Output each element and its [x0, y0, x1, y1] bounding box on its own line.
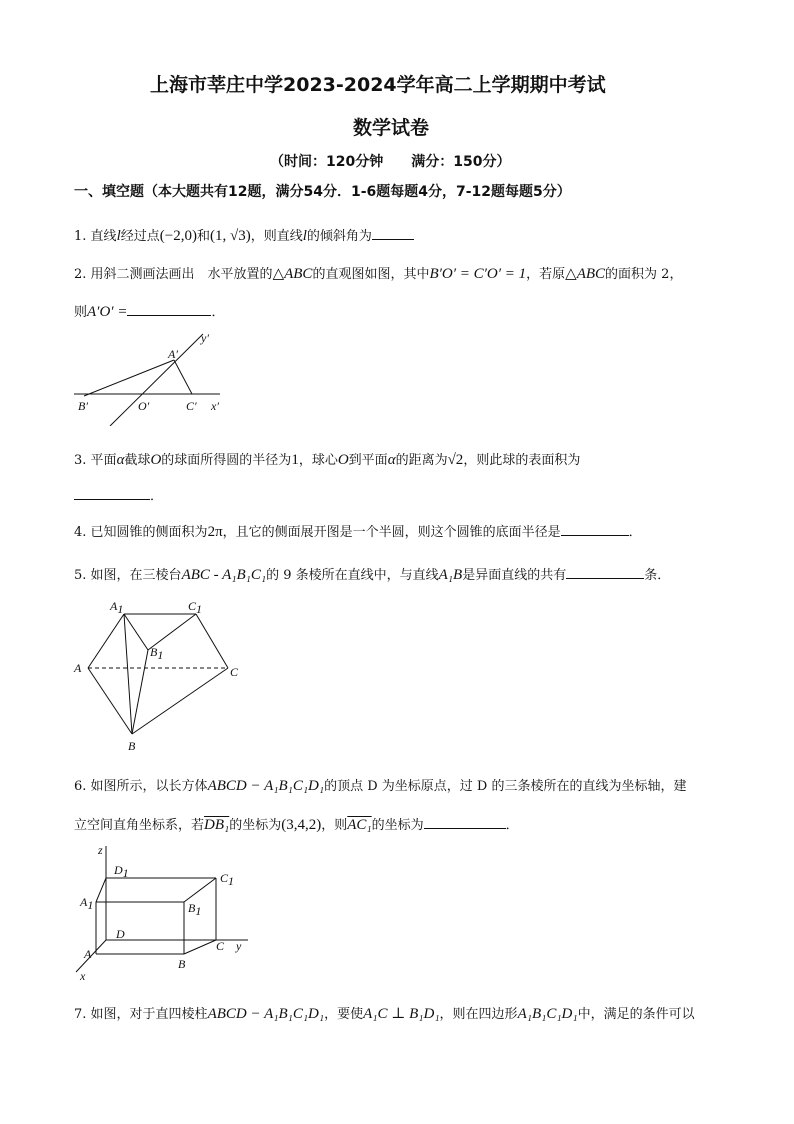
label-x: x: [80, 969, 86, 982]
label-B: B: [128, 739, 136, 753]
question-6-line2: 立空间直角坐标系，若DB₁的坐标为(3,4,2)，则AC₁的坐标为 ．: [74, 817, 519, 833]
label-A1: A1: [80, 895, 94, 912]
label-z: z: [98, 843, 103, 857]
label-D1: D1: [114, 863, 129, 880]
label-O: O′: [138, 399, 150, 413]
label-A: A′: [168, 347, 178, 361]
answer-blank[interactable]: [561, 522, 629, 536]
exam-subtitle: 数学试卷: [353, 117, 430, 139]
answer-blank[interactable]: [127, 302, 211, 316]
label-C: C′: [186, 399, 197, 413]
label-A: A: [84, 947, 92, 961]
figure-q2-oblique-triangle: [70, 330, 230, 426]
answer-blank[interactable]: [372, 226, 414, 240]
question-2: 2. 用斜二测画法画出 水平放置的△ABC的直观图如图，其中B′O′ = C′O′ = 1，若原△ABC的面积为 2，: [74, 266, 683, 282]
figure-q6-cuboid: [70, 842, 260, 982]
label-C: C: [216, 939, 225, 953]
label-y: y′: [201, 331, 209, 345]
label-B: B′: [78, 399, 88, 413]
label-A1: A1: [110, 599, 124, 616]
question-3-line2: ．: [74, 486, 163, 507]
label-x: x′: [211, 399, 219, 413]
label-C1: C1: [220, 871, 235, 888]
answer-blank[interactable]: [566, 565, 644, 579]
exam-title: 上海市莘庄中学2023-2024学年高二上学期期中考试: [150, 74, 606, 96]
question-3: 3. 平面α截球O的球面所得圆的半径为1，球心O到平面α的距离为√2，则此球的表面积为: [74, 452, 581, 468]
question-4: 4. 已知圆锥的侧面积为2π，且它的侧面展开图是一个半圆，则这个圆锥的底面半径是 ．: [74, 524, 642, 540]
answer-blank[interactable]: [424, 815, 506, 829]
figure-q5-frustum: [70, 596, 250, 756]
answer-blank[interactable]: [74, 486, 150, 500]
label-C1: C1: [188, 599, 203, 616]
question-7: 7. 如图，对于直四棱柱ABCD − A₁B₁C₁D₁，要使A₁C ⊥ B₁D₁，则在四边形A₁B₁C₁D₁中，满足的条件可以: [74, 1006, 695, 1022]
question-6: 6. 如图所示，以长方体ABCD − A₁B₁C₁D₁的顶点 D 为坐标原点，过 D 的三条棱所在的直线为坐标轴，建: [74, 778, 687, 794]
question-2-line2: 则A′O′ = ．: [74, 304, 225, 320]
label-y: y: [236, 939, 242, 953]
label-D: D: [116, 927, 125, 941]
label-B: B: [178, 957, 186, 971]
label-A: A: [74, 661, 82, 675]
question-5: 5. 如图，在三棱台ABC - A₁B₁C₁的 9 条棱所在直线中，与直线A₁B是异面直线的共有 条．: [74, 567, 671, 583]
question-1: 1. 直线l经过点(−2,0)和(1, √3)，则直线l的倾斜角为: [74, 226, 414, 247]
section-heading: 一、填空题（本大题共有12题，满分54分．1-6题每题4分，7-12题每题5分）: [74, 184, 571, 200]
exam-meta: （时间：120分钟 满分：150分）: [270, 154, 511, 170]
label-B1: B1: [150, 645, 164, 662]
label-C: C: [230, 665, 239, 679]
label-B1: B1: [188, 901, 202, 918]
